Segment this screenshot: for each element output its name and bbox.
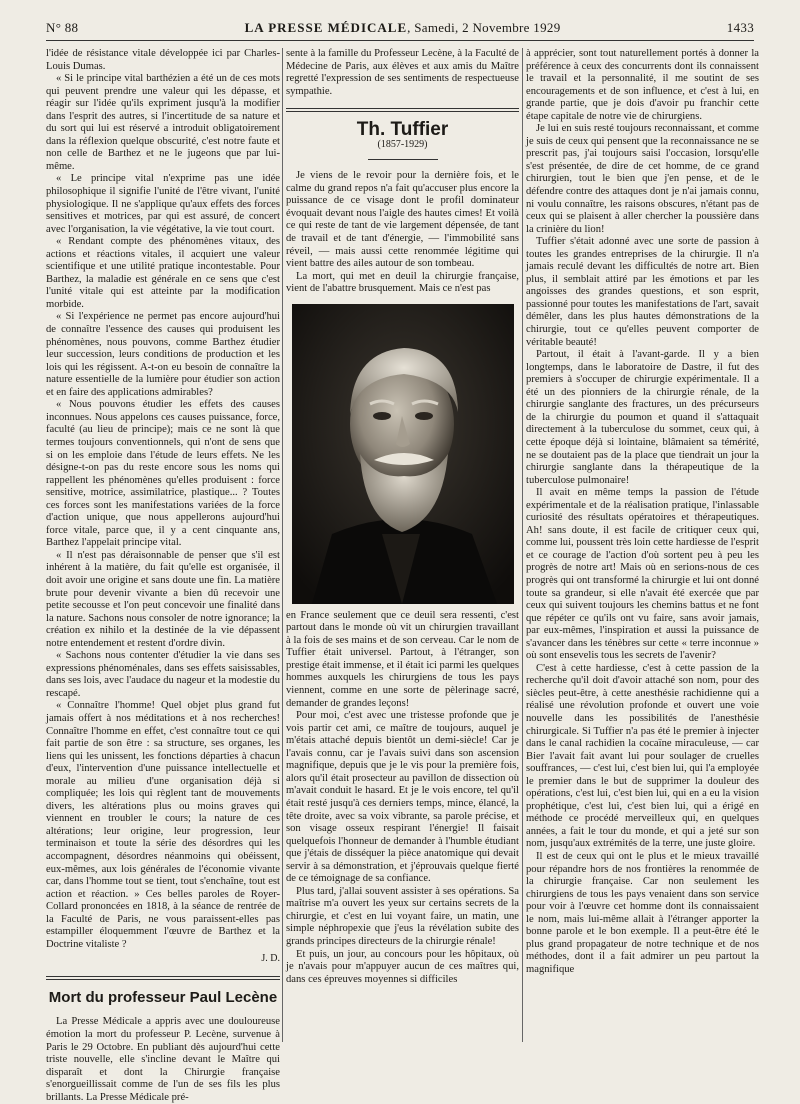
- section-rule: [46, 976, 280, 977]
- paragraph: Partout, il était à l'avant-garde. Il y a bien longtemps, dans le laboratoire de Dastre, il fut des premiers à s'occuper de chirurgie expérimentale. Il a été un des pionniers de la chirurgie rénale, de la chirurgie sanglante des fractures, un des précurseurs de la chirurgie du poumon et quand il s'attaquait directement à la tuberculose du sommet, ceux qui, à cette époque déjà si lointaine, blâmaient sa témérité, ne se doutaient pas de la place que tiendrait un jour la chirurgie sanglante dans la thérapeutique de la tuberculose pulmonaire!: [526, 349, 759, 486]
- paragraph: « Le principe vital n'exprime pas une idée philosophique il signifie l'unité de l'être vivant, l'unité physiologique. Il ne s'applique qu'aux effets des forces sensitives et motrices, par qui est assuré, de concert avec l'organisation, la vie végétative, la vie tout court.: [46, 173, 280, 235]
- article-title: Th. Tuffier: [356, 119, 449, 141]
- paragraph: Il avait en même temps la passion de l'étude expérimentale et de la réalisation pratique, l'inlassable curiosité des résultats opératoires et thérapeutiques. Ah! sans doute, il est facile de critiquer ceux qui, comme lui, poussent très loin cette hardiesse de l'esprit et ce courage de l'action d'où sortent peu à peu les progrès de notre art! Mais où en serions-nous de ces progrès qui ont transformé la chirurgie et lui ont donné toute sa grandeur, si elle n'avait été exercée que par ceux qui suivent toujours les chemins battus et ne font que répéter ce qu'ils ont vu faire, sans avoir jamais, par eux-mêmes, l'inspiration et aussi la puissance de s'avancer dans les ténèbres sur cette « terre inconnue » où sont ensevelis tous les secrets de l'avenir?: [526, 487, 759, 662]
- paragraph: « Si le principe vital barthézien a été un de ces mots qui peuvent prendre une valeur qui les dépasse, et réagir sur l'idée qu'ils expriment jusqu'à la modifier dans l'esprit des autres, si l'incertitude de sa nature et du sort qui lui est réservé a introduit obligatoirement dans la réflexion quelque obscurité, c'est notre faute et non celle de Barthez et ne le jugeons que par lui-même.: [46, 73, 280, 172]
- title-rule: [368, 159, 438, 160]
- page-header: [46, 14, 754, 36]
- article-signature: J. D.: [261, 953, 280, 965]
- column-left: [46, 48, 281, 1103]
- paragraph: « Connaître l'homme! Quel objet plus grand fut jamais offert à nos méditations et à nos recherches! Connaître l'homme en effet, c'est connaître tout ce qui fait partie de son être : sa structure, ses organes, les liens qui les unissent, les fonctions départies à chacun d'eux, l'intervention d'une puissance intellectuelle et morale au milieu d'une organisation déjà si compliquée; les lois qui règlent tant de mouvements divers, les altérations plus ou moins graves qui viennent en troubler le cours; la nature de ces altérations; leur origine, leur progression, leur terminaison et toute la série des désordres qui les accompagnent, désordres néanmoins qui obéissent, eux-mêmes, aux lois générales de l'économie vivante car, dans l'homme tout se tient, tout s'enchaîne, tout est action et réaction. » Ces belles paroles de Royer-Collard prononcées en 1818, à la séance de rentrée de la Faculté de Paris, ne vous paraissent-elles pas estampiller éloquemment l'œuvre de Barthez et la Doctrine vitaliste ?: [46, 700, 280, 950]
- header-rule: [46, 40, 754, 41]
- column-right: [526, 48, 759, 1038]
- paragraph: « Si l'expérience ne permet pas encore aujourd'hui de connaître l'essence des causes qui produisent les phénomènes, nous pouvons, comme Barthez étudier leur succession, leurs conditions de production et les lois qui les régissent. A-t-on eu besoin de connaître la nature essentielle de la lumière pour étudier son action et en faire des applications admirables?: [46, 311, 280, 398]
- paragraph: en France seulement que ce deuil sera ressenti, c'est partout dans le monde où vit un chirurgien travaillant à la fois de ses mains et de son cerveau. Car le nom de Tuffier était universel. Partout, à l'étranger, son prestige était immense, et il était ici parmi les quelques hommes auxquels les chirurgiens de tous les pays viennent, comme en une sorte de pèlerinage sacré, demander de grandes leçons!: [286, 609, 519, 709]
- paragraph: « Sachons nous contenter d'étudier la vie dans ses expressions phénoménales, dans ses effets saisissables, dans ses lois, avec l'audace du nageur et la modestie du rescapé.: [46, 650, 281, 699]
- column-divider: [282, 48, 283, 1042]
- portrait-image: [292, 304, 514, 604]
- journal-name: LA PRESSE MÉDICALE: [244, 20, 408, 35]
- paragraph: « Il n'est pas déraisonnable de penser que s'il est inhérent à la matière, du fait qu'elle est organisée, il doit avoir une origine et sans doute une fin. La matière brute pour devenir vivante a bien dû recevoir une petite secousse et l'on peut concevoir une finalité dans la nature. Sachons nous consoler de notre ignorance; la création ex nihilo et la destinée de la vie dépassent notre entendement et restent d'ordre divin.: [46, 549, 280, 649]
- column-middle: [286, 48, 519, 1038]
- paragraph: Il est de ceux qui ont le plus et le mieux travaillé pour répandre hors de nos frontières la renommée de la chirurgie française. Car non seulement les chirurgiens de tous les pays venaient dans son service pour voir à l'œuvre cet homme dont ils connaissaient le nom, mais lui-même allait à l'étranger apporter la bonne parole et le bon exemple. Il a peut-être été le plus grand propagateur de notre technique et de nos méthodes, dont il a fait admirer un peu partout la magnifique: [526, 851, 759, 975]
- paragraph: « Rendant compte des phénomènes vitaux, des actions et réactions vitales, il acquiert une valeur scientifique et une utilité pratique incontestable. Pour Barthez, la maladie est générale en ce sens que c'est l'unité vitale qui est atteinte par la modification morbide.: [46, 236, 280, 310]
- folio: 1433: [726, 20, 754, 35]
- paragraph: C'est à cette hardiesse, c'est à cette passion de la recherche qu'il doit d'avoir attaché son nom, pour des siècles peut-être, à cette anesthésie rachidienne qui a réalisé une révolution profonde et ouvert une voie nouvelle dans les possibilités de l'anesthésie chirurgicale. Si Tuffier n'a pas été le premier à injecter dans le canal rachidien la cocaïne miraculeuse, — car Bier l'avait fait avant lui pour soulager de cruelles souffrances, — c'est lui, c'est bien lui, qui l'a employée le premier dans le but de supprimer la douleur des opérations, c'est lui, c'est bien lui, qui en a eu la vision prophétique, c'est lui, c'est bien lui, qui a érigé en méthode ce procédé merveilleux qui, en quelques années, a fait le tour du monde, et qui a jeté sur son nom, jusqu'aux extrémités de la terre, une juste gloire.: [526, 662, 759, 850]
- paragraph: La mort, qui met en deuil la chirurgie française, vient de l'abattre brusquement. Mais ce n'est pas: [286, 270, 519, 295]
- paragraph: sente à la famille du Professeur Lecène, à la Faculté de Médecine de Paris, aux élèves et aux amis du Maître regretté l'expression de ses sentiments de respectueuse sympathie.: [286, 48, 519, 97]
- running-title: [245, 20, 561, 36]
- issue-date: , Samedi, 2 Novembre 1929: [407, 20, 561, 35]
- paragraph: Je lui en suis resté toujours reconnaissant, et comme je suis de ceux qui pensent que la reconnaissance ne se prescrit pas, j'ai toujours saisi l'occasion, lorsqu'elle s'est présentée, de dire de cet homme, de ce grand chirurgien, tout le bien que j'en pense, et de le défendre contre des attaques dont je n'ai jamais connu, ni voulu connaître, les raisons obscures, n'étant pas de ceux qui se plaisent à aller chercher la poussière dans la crinière du lion!: [526, 123, 759, 235]
- section-rule: [46, 979, 280, 980]
- paragraph: l'idée de résistance vitale développée ici par Charles-Louis Dumas.: [46, 48, 280, 72]
- portrait-photo: [292, 304, 514, 604]
- paragraph: Je viens de le revoir pour la dernière fois, et le calme du grand repos n'a fait qu'accuser plus encore la puissance de ce visage dont le profil dominateur évoquait devant nous l'aigle des hautes cimes! Et voilà ce qui reste de tant de vie largement dépensée, de tant de travail et de tant d'énergie, — l'immobilité sans réveil, — mais aussi cette renommée légitime qui vient battre des ailes autour de son tombeau.: [286, 170, 519, 270]
- paragraph: à apprécier, sont tout naturellement portés à donner la préférence à ceux des concurrents dont ils connaissent le travail et la personnalité, il me soutint de ses encouragements et de son influence, et c'est à lui, en grande partie, que je dois d'avoir pu franchir cette étape capitale de notre vie de chirurgiens.: [526, 48, 759, 122]
- obituary-title: Mort du professeur Paul Lecène: [48, 988, 278, 1006]
- page-number: N° 88: [46, 20, 79, 35]
- paragraph: Pour moi, c'est avec une tristesse profonde que je vois partir cet ami, ce maître de toujours, auquel je m'étais attaché depuis bientôt un demi-siècle! Car je l'avais connu, car je l'avais suivi dans son ascension magnifique, depuis que je le vis pour la première fois, alors qu'il était prosecteur au pavillon de dissection où m'avait conduit le hasard. Et je le vois encore, tel qu'il était resté jusqu'à ces derniers temps, mince, élancé, la tête droite, avec sa voix vibrante, sa parole précise, et son visage osseux respirant l'énergie! Il faisait quelquefois l'honneur de demander à l'humble étudiant que j'étais de disséquer la pièce anatomique qui devait servir à sa démonstration, et j'éprouvais quelque fierté de ce témoignage de sa confiance.: [286, 710, 519, 885]
- column-divider: [522, 48, 523, 1042]
- paragraph: Tuffier s'était adonné avec une sorte de passion à toutes les grandes entreprises de la chirurgie. Il n'a jamais reculé devant les difficultés de notre art. Bien plus, il semblait attiré par les émotions et par les angoisses des grandes questions, et son esprit, passionné pour toutes les manifestations de l'art, savait démêler, dans les plus hautes démonstrations de la chirurgie, tout ce qu'elles peuvent comporter de véritable beauté!: [526, 236, 759, 348]
- paragraph: Plus tard, j'allai souvent assister à ses opérations. Sa maîtrise m'a ouvert les yeux sur certains secrets de la chirurgie, et c'est en lui voyant faire, un matin, une simple néphropexie que j'eus la révélation subite des grands principes directeurs de la chirurgie rénale!: [286, 885, 519, 947]
- article-dates: (1857-1929): [377, 138, 428, 150]
- paragraph: « Nous pouvons étudier les effets des causes inconnues. Nous appelons ces causes puissance, force, faculté (au lieu de principe); mais ce ne sont là que termes toujours conventionnels, qui n'ont de sens que si on les emploie dans l'étude de leurs effets. Ne les désigne-t-on pas du reste encore sous les noms qui rappellent les phénomènes qu'elles produisent : force sensitive, motrice, assimilatrice, plastique... ? Toutes ces forces sont les manifestations variées de la force d'action unique, que nous appellerons aujourd'hui force vitale, parce que, il y a cent cinquante ans, Barthez l'appelait principe vital.: [46, 399, 280, 549]
- section-rule: [286, 111, 519, 112]
- paragraph: Et puis, un jour, au concours pour les hôpitaux, où je n'avais pour m'appuyer aucun de ces maîtres qui, dans ces épreuves moyennes si difficiles: [286, 948, 519, 985]
- section-rule: [286, 108, 519, 109]
- paragraph: La Presse Médicale a appris avec une douloureuse émotion la mort du professeur P. Lecène, survenue à Paris le 29 Octobre. En publiant dès aujourd'hui cette triste nouvelle, elle s'incline devant le Maître qui disparaît et dont la Chirurgie française s'enorgueillissait comme de l'un de ses fils les plus brillants. La Presse Médicale pré-: [46, 1016, 280, 1103]
